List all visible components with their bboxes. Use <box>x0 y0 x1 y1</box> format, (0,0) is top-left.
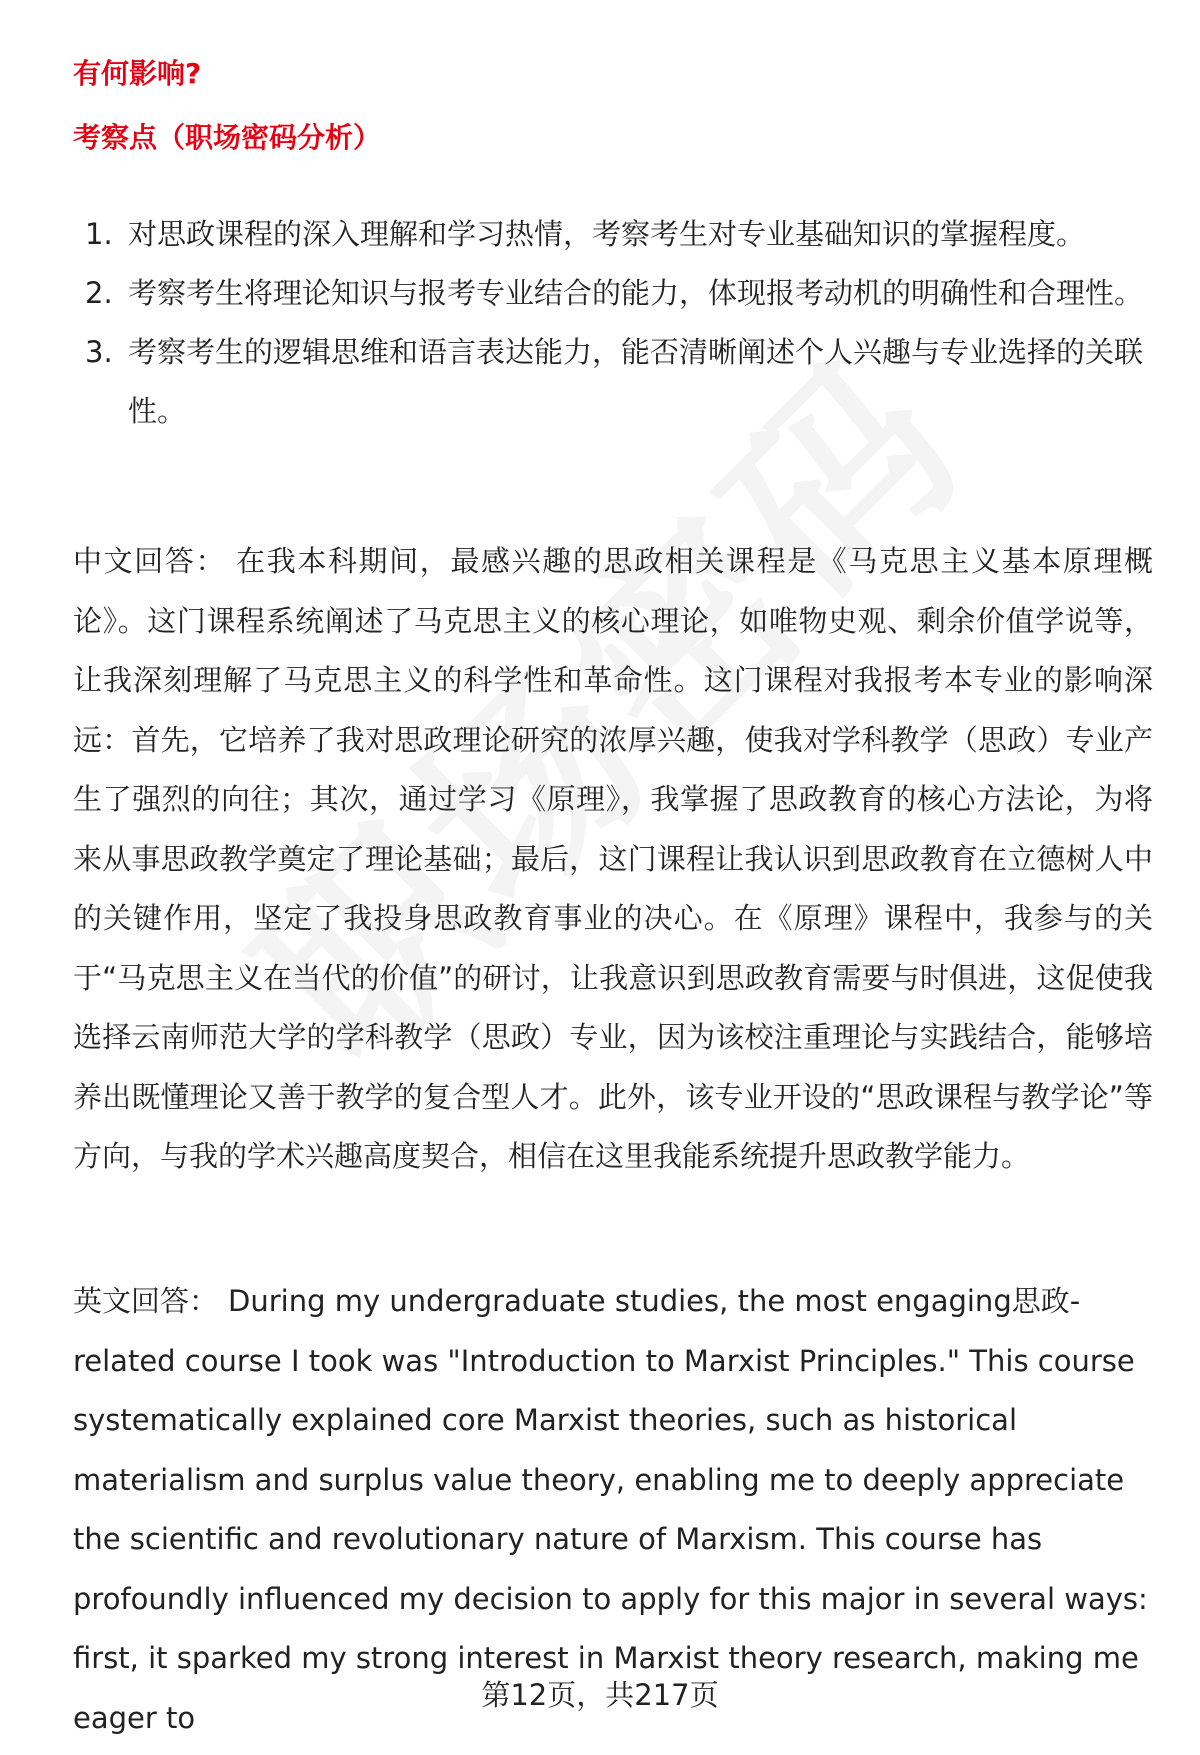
list-text: 考察考生的逻辑思维和语言表达能力，能否清晰阐述个人兴趣与专业选择的关联性。 <box>128 335 1144 428</box>
list-item <box>73 323 1153 441</box>
chinese-answer-text: 在我本科期间，最感兴趣的思政相关课程是《马克思主义基本原理概论》。这门课程系统阐述了马克思主义的核心理论，如唯物史观、剩余价值学说等，让我深刻理解了马克思主义的科学性和革命性。这门课程对我报考本专业的影响深远：首先，它培养了我对思政理论研究的浓厚兴趣，使我对学科教学（思政）专业产生了强烈的向往；其次，通过学习《原理》，我掌握了思政教育的核心方法论，为将来从事思政教学奠定了理论基础；最后，这门课程让我认识到思政教育在立德树人中的关键作用，坚定了我投身思政教育事业的决心。在《原理》课程中，我参与的关于“马克思主义在当代的价值”的研讨，让我意识到思政教育需要与时俱进，这促使我选择云南师范大学的学科教学（思政）专业，因为该校注重理论与实践结合，能够培养出既懂理论又善于教学的复合型人才。此外，该专业开设的“思政课程与教学论”等方向，与我的学术兴趣高度契合，相信在这里我能系统提升思政教学能力。 <box>73 544 1153 1173</box>
list-text: 对思政课程的深入理解和学习热情，考察考生对专业基础知识的掌握程度。 <box>128 217 1086 251</box>
english-answer-text: During my undergraduate studies, the most engaging思政-related course I took was "Introduction to Marxist Principles." This course systematically explained core Marxist theories, such as historical materialism and surplus value theory, enabling me to deeply appreciate the scientific and revolutionary nature of Marxism. This course has profoundly influenced my decision to apply for this major in several ways: first, it sparked my strong interest in Marxist theory research, making me eager to <box>73 1284 1148 1735</box>
list-item <box>73 205 1153 264</box>
list-text: 考察考生将理论知识与报考专业结合的能力，体现报考动机的明确性和合理性。 <box>128 276 1144 310</box>
analysis-list <box>73 205 1153 441</box>
list-number: 3. <box>85 335 113 369</box>
list-number: 2. <box>85 276 113 310</box>
list-number: 1. <box>85 217 113 251</box>
list-item <box>73 264 1153 323</box>
page-number: 第12页，共217页 <box>481 1678 719 1712</box>
english-answer-label: 英文回答： <box>73 1284 219 1318</box>
analysis-heading: 考察点（职场密码分析） <box>73 121 382 154</box>
chinese-answer-label: 中文回答： <box>73 544 227 578</box>
question-heading: 有何影响? <box>73 57 202 90</box>
chinese-answer <box>73 532 1153 1187</box>
